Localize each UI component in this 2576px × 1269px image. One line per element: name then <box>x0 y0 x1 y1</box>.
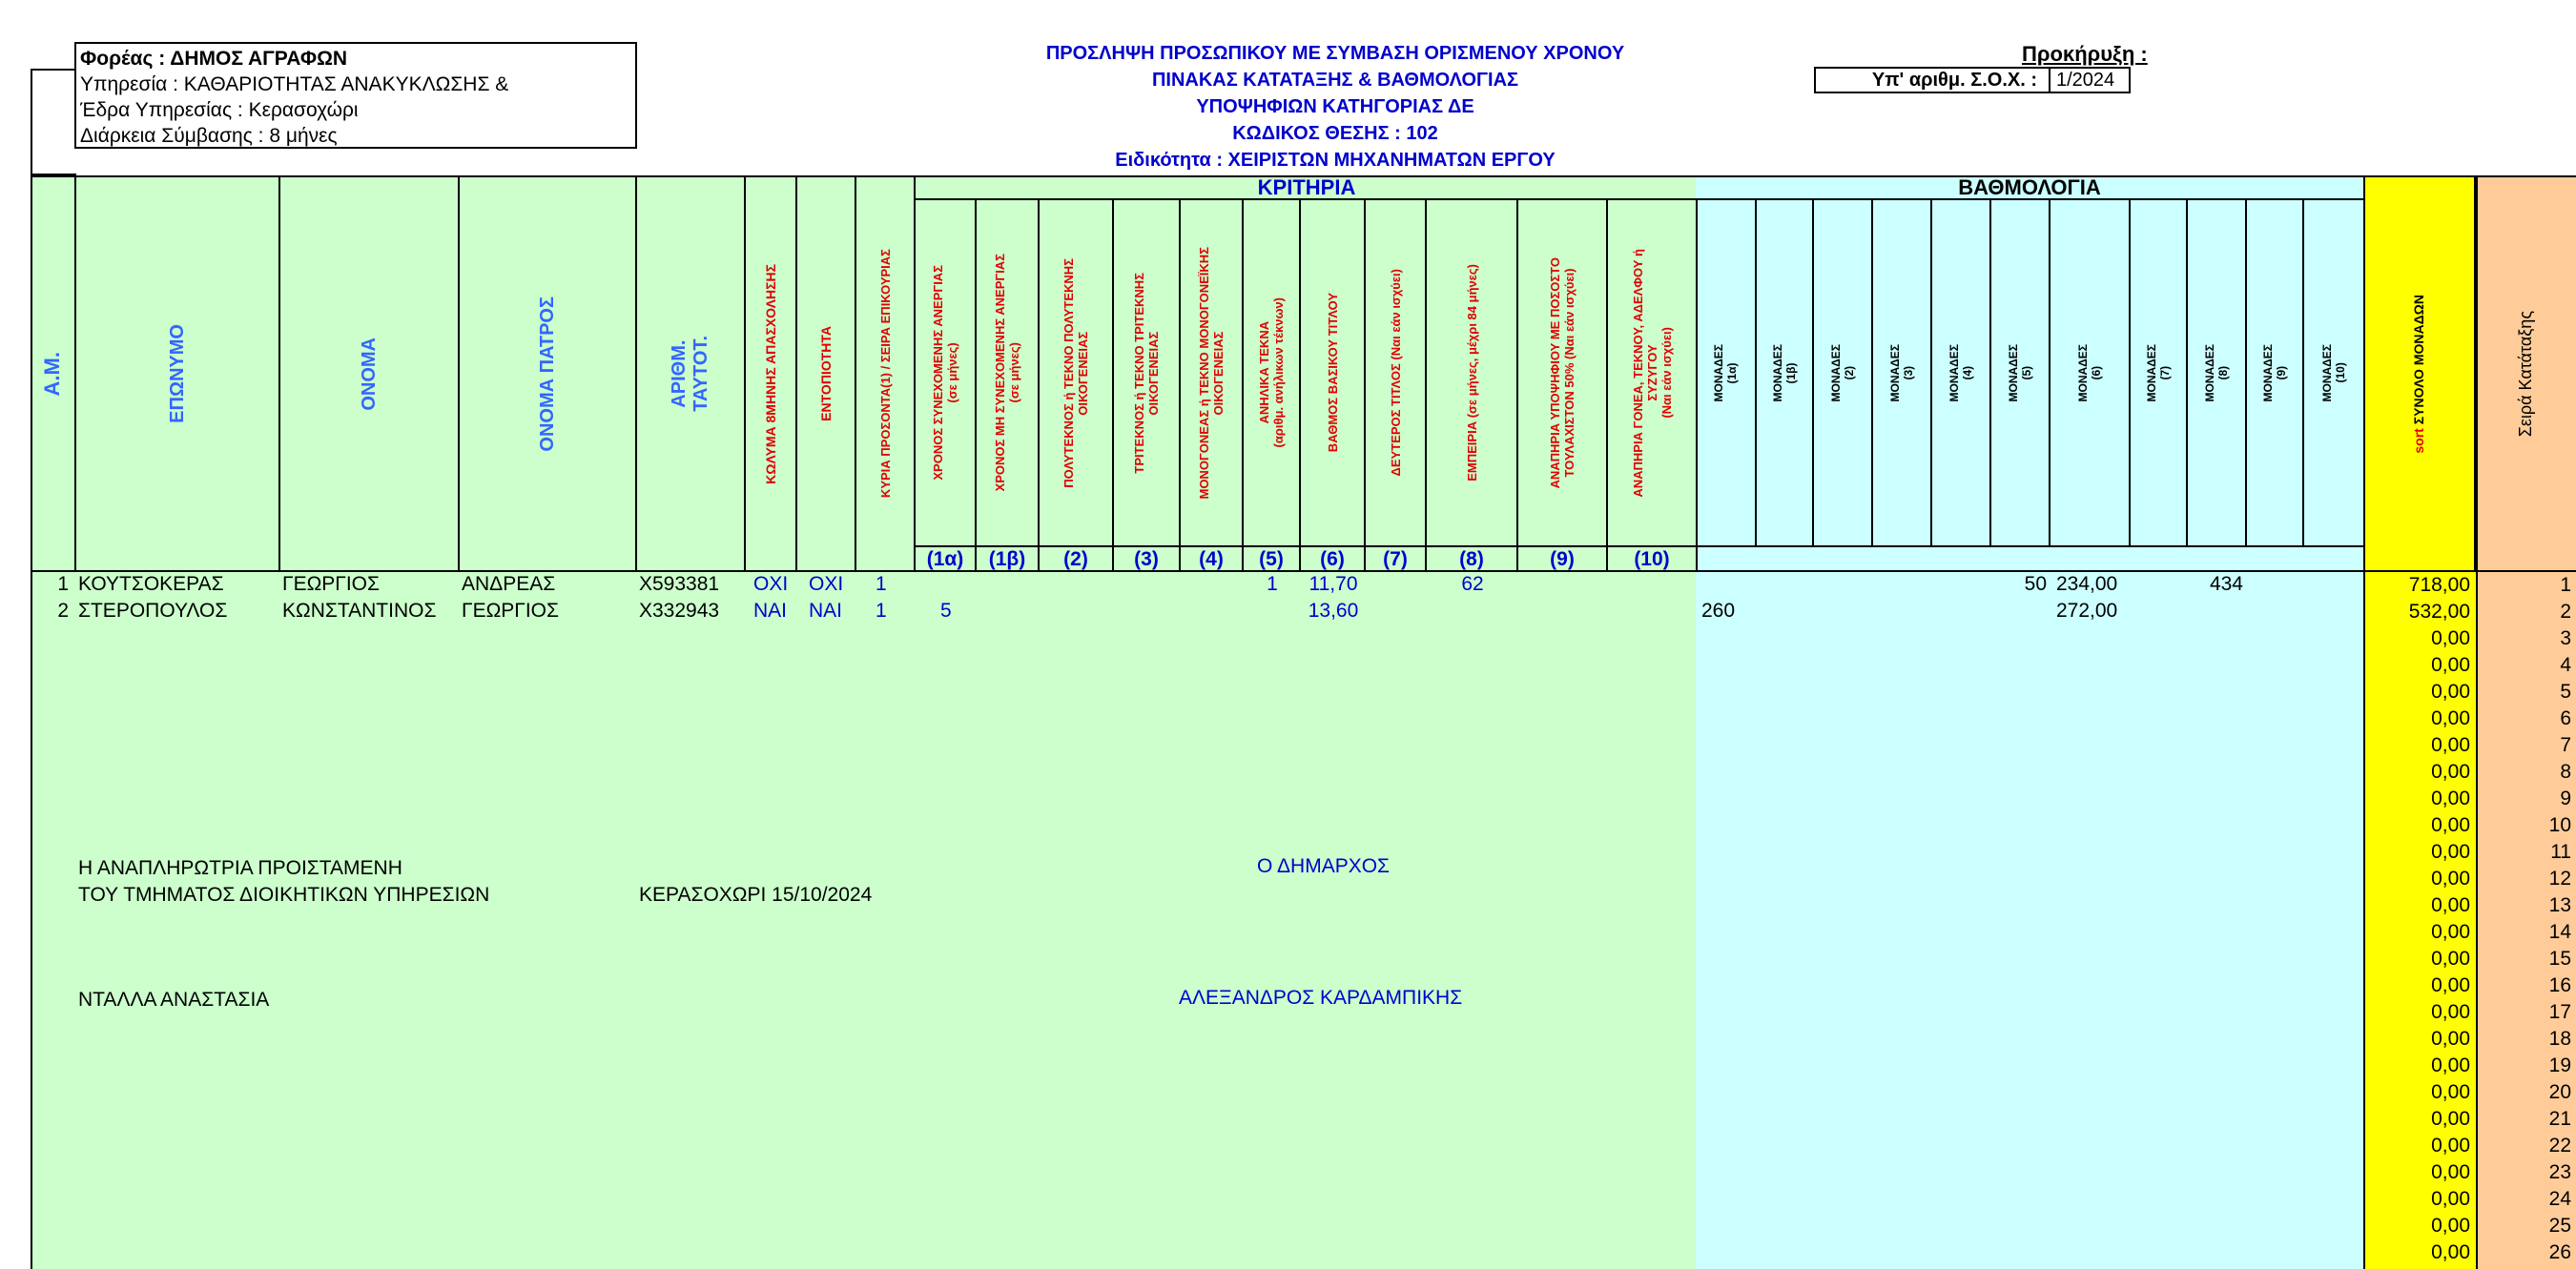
header-points-7: ΜΟΝΑΔΕΣ (6) <box>2050 200 2131 545</box>
cell-entop: ΟΧΙ <box>809 573 844 595</box>
title-line-2: ΠΙΝΑΚΑΣ ΚΑΤΑΤΑΞΗΣ & ΒΑΘΜΟΛΟΓΙΑΣ <box>1151 70 1519 91</box>
rank-cell: 16 <box>2548 974 2571 996</box>
cell-kolyma: ΝΑΙ <box>753 600 788 622</box>
signer-name: ΝΤΑΛΛΑ ΑΝΑΣΤΑΣΙΑ <box>78 989 270 1011</box>
header-points-9: ΜΟΝΑΔΕΣ (8) <box>2188 200 2247 545</box>
table-corner-border <box>31 69 76 175</box>
rank-cell: 17 <box>2548 1001 2571 1023</box>
cell-tautot: Χ593381 <box>639 573 720 595</box>
rank-cell: 26 <box>2548 1241 2571 1263</box>
sox-number-label: Υπ' αριθμ. Σ.Ο.Χ. : <box>1814 67 2050 93</box>
title-line-1: ΠΡΟΣΛΗΨΗ ΠΡΟΣΩΠΙΚΟΥ ΜΕ ΣΥΜΒΑΣΗ ΟΡΙΣΜΕΝΟΥ ΧΡΟΝΟΥ <box>1045 43 1625 64</box>
total-points-cell: 0,00 <box>2431 707 2470 729</box>
total-points-cell: 0,00 <box>2431 788 2470 809</box>
rank-cell: 13 <box>2548 894 2571 916</box>
total-points-cell: 718,00 <box>2408 574 2470 596</box>
total-points-cell: 0,00 <box>2431 841 2470 863</box>
criterion-number-7: (6) <box>1301 545 1366 572</box>
total-points-cell: 0,00 <box>2431 654 2470 676</box>
cell-c1a: 5 <box>940 600 952 622</box>
header-total-points: sort ΣΥΝΟΛΟ ΜΟΝΑΔΩΝ <box>2363 175 2476 572</box>
header-rank: Σειρά Κατάταξης <box>2516 310 2535 438</box>
rank-cell: 3 <box>2560 627 2571 649</box>
signer-title-line-1: Η ΑΝΑΠΛΗΡΩΤΡΙΑ ΠΡΟΙΣΤΑΜΕΝΗ <box>78 857 402 879</box>
total-points-cell: 0,00 <box>2431 814 2470 836</box>
criterion-number-2: (1β) <box>977 545 1040 572</box>
cell-am: 2 <box>57 600 69 622</box>
cell-p6: 272,00 <box>2056 600 2118 622</box>
announcement-label: Προκήρυξη : <box>2022 42 2148 66</box>
totals-column <box>2363 572 2470 1266</box>
title-line-4: ΚΩΔΙΚΟΣ ΘΕΣΗΣ : 102 <box>1232 123 1438 144</box>
header-criterion-8: ΔΕΥΤΕΡΟΣ ΤΙΤΛΟΣ (Ναι εάν ισχύει) <box>1366 200 1427 545</box>
cell-entop: ΝΑΙ <box>809 600 843 622</box>
service-seat: Έδρα Υπηρεσίας : Κερασοχώρι <box>80 99 359 121</box>
header-am: Α.Μ. <box>31 175 76 572</box>
header-points-5: ΜΟΝΑΔΕΣ (4) <box>1932 200 1991 545</box>
points-header-footer <box>1696 545 2363 572</box>
header-points-10: ΜΟΝΑΔΕΣ (9) <box>2247 200 2304 545</box>
header-criterion-4: ΤΡΙΤΕΚΝΟΣ ή ΤΕΚΝΟ ΤΡΙΤΕΚΝΗΣ ΟΙΚΟΓΕΝΕΙΑΣ <box>1114 200 1181 545</box>
total-points-cell: 532,00 <box>2408 601 2470 623</box>
header-points-4: ΜΟΝΑΔΕΣ (3) <box>1873 200 1932 545</box>
cell-eponymo: ΚΟΥΤΣΟΚΕΡΑΣ <box>78 573 224 595</box>
total-points-cell: 0,00 <box>2431 681 2470 703</box>
total-points-cell: 0,00 <box>2431 894 2470 916</box>
rank-cell: 25 <box>2548 1215 2571 1237</box>
rank-cell: 15 <box>2548 948 2571 970</box>
criteria-group-header: ΚΡΙΤΗΡΙΑ <box>916 175 1698 200</box>
total-points-cell: 0,00 <box>2431 1001 2470 1023</box>
total-points-cell: 0,00 <box>2431 1161 2470 1183</box>
header-qualifications: ΚΥΡΙΑ ΠΡΟΣΟΝΤΑ(1) / ΣΕΙΡΑ ΕΠΙΚΟΥΡΙΑΣ <box>856 175 916 572</box>
rank-cell: 7 <box>2560 734 2571 756</box>
rank-cell: 23 <box>2548 1161 2571 1183</box>
cell-patros: ΑΝΔΡΕΑΣ <box>462 573 556 595</box>
rank-cell: 4 <box>2560 654 2571 676</box>
cell-c6: 11,70 <box>1309 573 1358 595</box>
cell-c5: 1 <box>1267 573 1278 595</box>
signer-title-line-2: ΤΟΥ ΤΜΗΜΑΤΟΣ ΔΙΟΙΚΗΤΙΚΩΝ ΥΠΗΡΕΣΙΩΝ <box>78 884 490 906</box>
criterion-number-5: (4) <box>1181 545 1244 572</box>
rank-cell: 10 <box>2548 814 2571 836</box>
cell-kyria: 1 <box>876 573 887 595</box>
total-points-cell: 0,00 <box>2431 734 2470 756</box>
rank-cell: 21 <box>2548 1108 2571 1130</box>
cell-am: 1 <box>57 573 69 595</box>
cell-onoma: ΓΕΩΡΓΙΟΣ <box>282 573 380 595</box>
criterion-number-6: (5) <box>1244 545 1301 572</box>
sox-number-value: 1/2024 <box>2049 67 2131 93</box>
criterion-number-3: (2) <box>1040 545 1114 572</box>
total-points-cell: 0,00 <box>2431 761 2470 783</box>
rank-cell: 12 <box>2548 868 2571 890</box>
rank-cell: 8 <box>2560 761 2571 783</box>
rank-cell: 14 <box>2548 921 2571 943</box>
rank-cell: 19 <box>2548 1054 2571 1076</box>
total-points-cell: 0,00 <box>2431 1108 2470 1130</box>
mayor-name: ΑΛΕΞΑΝΔΡΟΣ ΚΑΡΔΑΜΠΙΚΗΣ <box>1179 987 1463 1009</box>
cell-p8: 434 <box>2209 573 2243 595</box>
ranks-column <box>2476 572 2571 1266</box>
cell-onoma: ΚΩΝΣΤΑΝΤΙΝΟΣ <box>282 600 437 622</box>
header-criterion-9: ΕΜΠΕΙΡΙΑ (σε μήνες, μέχρι 84 μήνες) <box>1427 200 1518 545</box>
total-points-cell: 0,00 <box>2431 1188 2470 1210</box>
header-criterion-7: ΒΑΘΜΟΣ ΒΑΣΙΚΟΥ ΤΙΤΛΟΥ <box>1301 200 1366 545</box>
points-group-header: ΒΑΘΜΟΛΟΓΙΑ <box>1696 175 2363 200</box>
rank-cell: 6 <box>2560 707 2571 729</box>
header-criterion-2: ΧΡΟΝΟΣ ΜΗ ΣΥΝΕΧΟΜΕΝΗΣ ΑΝΕΡΓΙΑΣ (σε μήνες) <box>977 200 1040 545</box>
header-criterion-3: ΠΟΛΥΤΕΚΝΟΣ ή ΤΕΚΝΟ ΠΟΛΥΤΕΚΝΗΣ ΟΙΚΟΓΕΝΕΙΑΣ <box>1040 200 1114 545</box>
total-points-cell: 0,00 <box>2431 1054 2470 1076</box>
total-points-cell: 0,00 <box>2431 974 2470 996</box>
criterion-number-11: (10) <box>1608 545 1698 572</box>
total-points-cell: 0,00 <box>2431 1135 2470 1156</box>
total-points-cell: 0,00 <box>2431 1215 2470 1237</box>
header-surname: ΕΠΩΝΥΜΟ <box>76 175 280 572</box>
header-criterion-5: ΜΟΝΟΓΟΝΕΑΣ ή ΤΕΚΝΟ ΜΟΝΟΓΟΝΕΪΚΗΣ ΟΙΚΟΓΕΝΕΙΑΣ <box>1181 200 1244 545</box>
header-employment-bar: ΚΩΛΥΜΑ 8ΜΗΝΗΣ ΑΠΑΣΧΟΛΗΣΗΣ <box>746 175 797 572</box>
total-points-cell: 0,00 <box>2431 1028 2470 1050</box>
cell-p5: 50 <box>2024 573 2047 595</box>
cell-kyria: 1 <box>876 600 887 622</box>
cell-patros: ΓΕΩΡΓΙΟΣ <box>462 600 559 622</box>
total-points-cell: 0,00 <box>2431 627 2470 649</box>
total-points-cell: 0,00 <box>2431 921 2470 943</box>
agency-info-box <box>74 42 637 149</box>
header-points-3: ΜΟΝΑΔΕΣ (2) <box>1814 200 1873 545</box>
criterion-number-10: (9) <box>1518 545 1608 572</box>
header-points-11: ΜΟΝΑΔΕΣ (10) <box>2320 343 2347 402</box>
rank-cell: 9 <box>2560 788 2571 809</box>
rank-cell: 11 <box>2550 841 2571 863</box>
header-criterion-10: ΑΝΑΠΗΡΙΑ ΥΠΟΨΗΦΙΟΥ ΜΕ ΠΟΣΟΣΤΟ ΤΟΥΛΑΧΙΣΤΟΝ 50% (Ναι εάν ισχύει) <box>1518 200 1608 545</box>
cell-c8: 62 <box>1461 573 1484 595</box>
contract-duration: Διάρκεια Σύμβασης : 8 μήνες <box>80 125 338 147</box>
total-points-cell: 0,00 <box>2431 1081 2470 1103</box>
header-criterion-11: ΑΝΑΠΗΡΙΑ ΓΟΝΕΑ, ΤΕΚΝΟΥ, ΑΔΕΛΦΟΥ ή ΣΥΖΥΓΟΥ (Ναι εάν ισχύει) <box>1608 200 1698 545</box>
header-points-1: ΜΟΝΑΔΕΣ (1α) <box>1696 200 1757 545</box>
rank-cell: 20 <box>2548 1081 2571 1103</box>
header-locality: ΕΝΤΟΠΙΟΤΗΤΑ <box>797 175 856 572</box>
total-points-cell: 0,00 <box>2431 948 2470 970</box>
cell-tautot: Χ332943 <box>639 600 720 622</box>
cell-kolyma: ΟΧΙ <box>753 573 789 595</box>
total-points-cell: 0,00 <box>2431 868 2470 890</box>
criterion-number-9: (8) <box>1427 545 1518 572</box>
cell-eponymo: ΣΤΕΡΟΠΟΥΛΟΣ <box>78 600 228 622</box>
header-points-2: ΜΟΝΑΔΕΣ (1β) <box>1757 200 1814 545</box>
header-criterion-1: ΧΡΟΝΟΣ ΣΥΝΕΧΟΜΕΝΗΣ ΑΝΕΡΓΙΑΣ (σε μήνες) <box>916 200 977 545</box>
criterion-number-8: (7) <box>1366 545 1427 572</box>
header-points-8: ΜΟΝΑΔΕΣ (7) <box>2131 200 2188 545</box>
header-father-name: ΟΝΟΜΑ ΠΑΤΡΟΣ <box>460 175 637 572</box>
header-criterion-6: ΑΝΗΛΙΚΑ ΤΕΚΝΑ (αριθμ. ανήλικων τέκνων) <box>1244 200 1301 545</box>
agency-name: Φορέας : ΔΗΜΟΣ ΑΓΡΑΦΩΝ <box>80 48 348 70</box>
title-line-5: Ειδικότητα : ΧΕΙΡΙΣΤΩΝ ΜΗΧΑΝΗΜΑΤΩΝ ΕΡΓΟΥ <box>1115 150 1556 171</box>
criterion-number-4: (3) <box>1114 545 1181 572</box>
service-name: Υπηρεσία : ΚΑΘΑΡΙΟΤΗΤΑΣ ΑΝΑΚΥΚΛΩΣΗΣ & <box>80 73 509 95</box>
total-points-cell: 0,00 <box>2431 1241 2470 1263</box>
rank-cell: 5 <box>2560 681 2571 703</box>
criterion-number-1: (1α) <box>916 545 977 572</box>
header-first-name: ΟΝΟΜΑ <box>280 175 460 572</box>
cell-p6: 234,00 <box>2056 573 2118 595</box>
cell-p1a: 260 <box>1701 600 1736 622</box>
header-id-number: ΑΡΙΘΜ. ΤΑΥΤΟΤ. <box>637 175 746 572</box>
rank-cell: 2 <box>2560 601 2571 623</box>
place-date: ΚΕΡΑΣΟΧΩΡΙ 15/10/2024 <box>639 884 873 906</box>
rank-cell: 22 <box>2548 1135 2571 1156</box>
cell-c6: 13,60 <box>1308 600 1359 622</box>
header-points-6: ΜΟΝΑΔΕΣ (5) <box>1991 200 2050 545</box>
mayor-title: Ο ΔΗΜΑΡΧΟΣ <box>1257 855 1391 877</box>
rank-cell: 24 <box>2548 1188 2571 1210</box>
rank-cell: 18 <box>2548 1028 2571 1050</box>
title-line-3: ΥΠΟΨΗΦΙΩΝ ΚΑΤΗΓΟΡΙΑΣ ΔΕ <box>1196 96 1474 117</box>
rank-cell: 1 <box>2560 574 2571 596</box>
